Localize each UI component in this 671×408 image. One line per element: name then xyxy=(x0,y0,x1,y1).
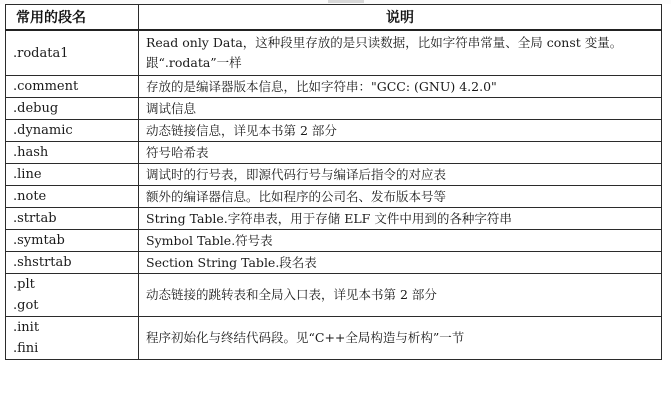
section-description: Section String Table.段名表 xyxy=(139,252,662,274)
header-section-name: 常用的段名 xyxy=(6,5,139,31)
table-row xyxy=(6,30,662,76)
section-description: 动态链接的跳转表和全局入口表，详见本书第 2 部分 xyxy=(139,274,662,317)
table-row xyxy=(6,252,662,274)
section-description: 调试时的行号表，即源代码行号与编译后指令的对应表 xyxy=(139,164,662,186)
section-name: .line xyxy=(6,164,139,186)
section-name: .dynamic xyxy=(6,120,139,142)
section-name: .rodata1 xyxy=(6,30,139,76)
section-description: 存放的是编译器版本信息，比如字符串："GCC: (GNU) 4.2.0" xyxy=(139,76,662,98)
table-row xyxy=(6,142,662,164)
section-name-pair xyxy=(6,274,139,317)
section-description: 动态链接信息，详见本书第 2 部分 xyxy=(139,120,662,142)
section-table xyxy=(5,4,662,360)
table-row xyxy=(6,230,662,252)
section-description: 调试信息 xyxy=(139,98,662,120)
section-name: .plt xyxy=(13,277,35,292)
section-description: 额外的编译器信息。比如程序的公司名、发布版本号等 xyxy=(139,186,662,208)
table-row xyxy=(6,164,662,186)
section-description: String Table.字符串表，用于存储 ELF 文件中用到的各种字符串 xyxy=(139,208,662,230)
section-name: .got xyxy=(13,298,39,313)
table-row xyxy=(6,98,662,120)
cropped-text-fragment xyxy=(328,0,364,3)
section-name: .symtab xyxy=(6,230,139,252)
table-row xyxy=(6,120,662,142)
section-name-pair xyxy=(6,317,139,360)
section-name: .init xyxy=(13,320,40,335)
section-name: .hash xyxy=(6,142,139,164)
section-description: Read only Data，这种段里存放的是只读数据，比如字符串常量、全局 const 变量。跟“.rodata”一样 xyxy=(139,30,662,76)
section-name: .strtab xyxy=(6,208,139,230)
section-name: .comment xyxy=(6,76,139,98)
table-row xyxy=(6,186,662,208)
section-description: Symbol Table.符号表 xyxy=(139,230,662,252)
section-description: 程序初始化与终结代码段。见“C++全局构造与析构”一节 xyxy=(139,317,662,360)
section-name: .note xyxy=(6,186,139,208)
table-row xyxy=(6,317,662,360)
section-name: .debug xyxy=(6,98,139,120)
section-description: 符号哈希表 xyxy=(139,142,662,164)
table-row xyxy=(6,208,662,230)
section-name: .shstrtab xyxy=(6,252,139,274)
header-description: 说明 xyxy=(139,5,662,31)
table-row xyxy=(6,274,662,317)
table-header-row xyxy=(6,5,662,31)
section-name: .fini xyxy=(13,341,39,356)
table-row xyxy=(6,76,662,98)
